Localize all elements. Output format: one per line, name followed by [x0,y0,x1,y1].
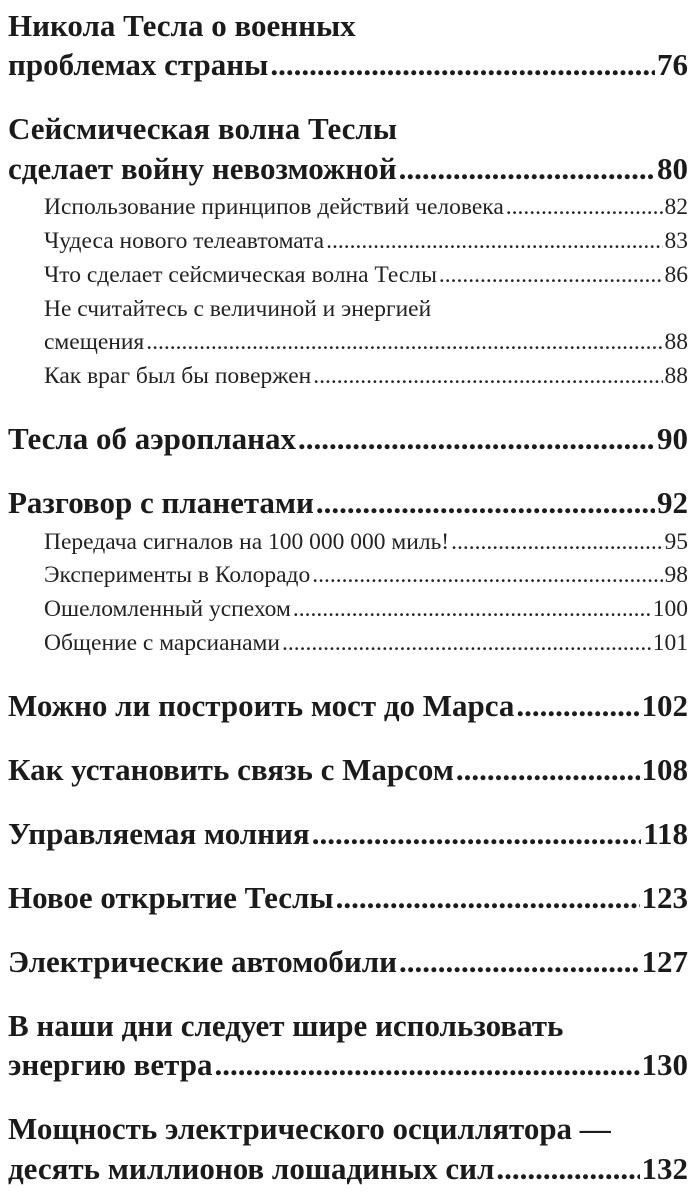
toc-page-number: 123 [641,879,688,915]
toc-page-number: 80 [657,150,688,186]
toc-page-number: 88 [664,363,688,390]
toc-entry[interactable] [8,944,688,980]
toc-subentry[interactable] [44,562,688,589]
toc-subentry[interactable] [44,596,688,623]
dot-leader [298,421,655,457]
toc-page-number: 102 [641,688,688,724]
toc-page-number: 118 [643,816,688,852]
toc-page-number: 95 [664,528,688,555]
dot-leader [399,944,640,980]
dot-leader [282,630,651,657]
dot-leader [146,329,662,356]
toc-entry-text: Как установить связь с Марсом [8,752,454,788]
toc-subentry[interactable] [44,262,688,289]
toc-entry[interactable] [8,1047,688,1083]
toc-entry[interactable] [8,880,688,916]
dot-leader [399,151,655,187]
dot-leader [336,880,640,916]
toc-page-number: 130 [641,1047,688,1083]
toc-page-number: 86 [664,261,688,288]
dot-leader [312,562,662,589]
toc-page-number: 83 [664,227,688,254]
toc-entry-text: энергию ветра [8,1047,213,1083]
dot-leader [270,47,655,83]
toc-entry[interactable] [8,816,688,852]
toc-entry-title-line [8,111,688,147]
toc-entry-text: сделает войну невозможной [8,150,397,186]
toc-subentry-text: Использование принципов действий человека [44,194,504,221]
toc-entry[interactable] [8,485,688,521]
toc-page-number: 82 [664,194,688,221]
toc-entry[interactable] [8,47,688,83]
dot-leader [456,752,640,788]
dot-leader [214,1047,639,1083]
toc-entry-title-line [8,1008,688,1044]
toc-entry-text: Мощность электрического осциллятора — [8,1111,611,1147]
dot-leader [313,363,662,390]
dot-leader [516,688,639,724]
toc-entry-text: проблемах страны [8,47,269,83]
dot-leader [451,529,662,556]
toc-entry-text: Новое открытие Теслы [8,879,334,915]
toc-subentry[interactable] [44,329,688,356]
toc-entry-title-line [8,1111,688,1147]
toc-entry-text: Можно ли построить мост до Марса [8,688,515,724]
toc-page-number: 98 [664,562,688,589]
toc-subentry-text: Эксперименты в Колорадо [44,562,311,589]
toc-entry-text: Разговор с планетами [8,485,314,521]
toc-page-number: 92 [657,485,688,521]
toc-entry-text: Тесла об аэропланах [8,421,297,457]
toc-entry-text: В наши дни следует шире использовать [8,1007,564,1043]
dot-leader [293,596,651,623]
toc-entry-text: Управляемая молния [8,816,310,852]
toc-entry[interactable] [8,688,688,724]
toc-page-number: 127 [641,943,688,979]
toc-subentry-text: Передача сигналов на 100 000 000 миль! [44,528,450,555]
toc-subentry[interactable] [44,194,688,221]
toc-subentry-text: Что сделает сейсмическая волна Теслы [44,261,437,288]
toc-page-number: 108 [641,752,688,788]
dot-leader [496,1151,639,1187]
toc-entry-title-line [8,8,688,44]
toc-entry[interactable] [8,151,688,187]
toc-subentry-text: Общение с марсианами [44,630,280,656]
toc-subentry-text: Как враг был бы повержен [44,363,312,390]
toc-page-number: 88 [664,329,688,356]
toc-subentry-title-line [44,296,688,323]
toc-entry-text: Электрические автомобили [8,943,397,979]
toc-entry-text: десять миллионов лошадиных сил [8,1150,495,1186]
toc-subentry[interactable] [44,363,688,390]
toc-entry-text: Сейсмическая волна Теслы [8,111,398,147]
toc-page-number: 132 [641,1150,688,1186]
toc-page-number: 101 [652,630,688,656]
toc-subentry-text: Ошеломленный успехом [44,596,291,623]
toc-entry[interactable] [8,421,688,457]
toc-entry-text: Никола Тесла о военных [8,8,356,43]
toc-page-number: 100 [652,596,688,623]
toc-entry[interactable] [8,752,688,788]
toc-subentry[interactable] [44,228,688,255]
dot-leader [326,228,662,255]
toc-subentry[interactable] [44,630,688,657]
toc-subentry-text: Чудеса нового телеавтомата [44,227,325,254]
toc-subentry[interactable] [44,529,688,556]
toc-subentry-text: Не считайтесь с величиной и энергией [44,295,432,322]
dot-leader [316,485,655,521]
toc-page-number: 76 [657,47,688,83]
dot-leader [506,194,663,221]
dot-leader [312,816,642,852]
toc-subentry-text: смещения [44,329,145,356]
toc-entry[interactable] [8,1151,688,1187]
dot-leader [439,262,663,289]
toc-page-number: 90 [657,421,688,457]
